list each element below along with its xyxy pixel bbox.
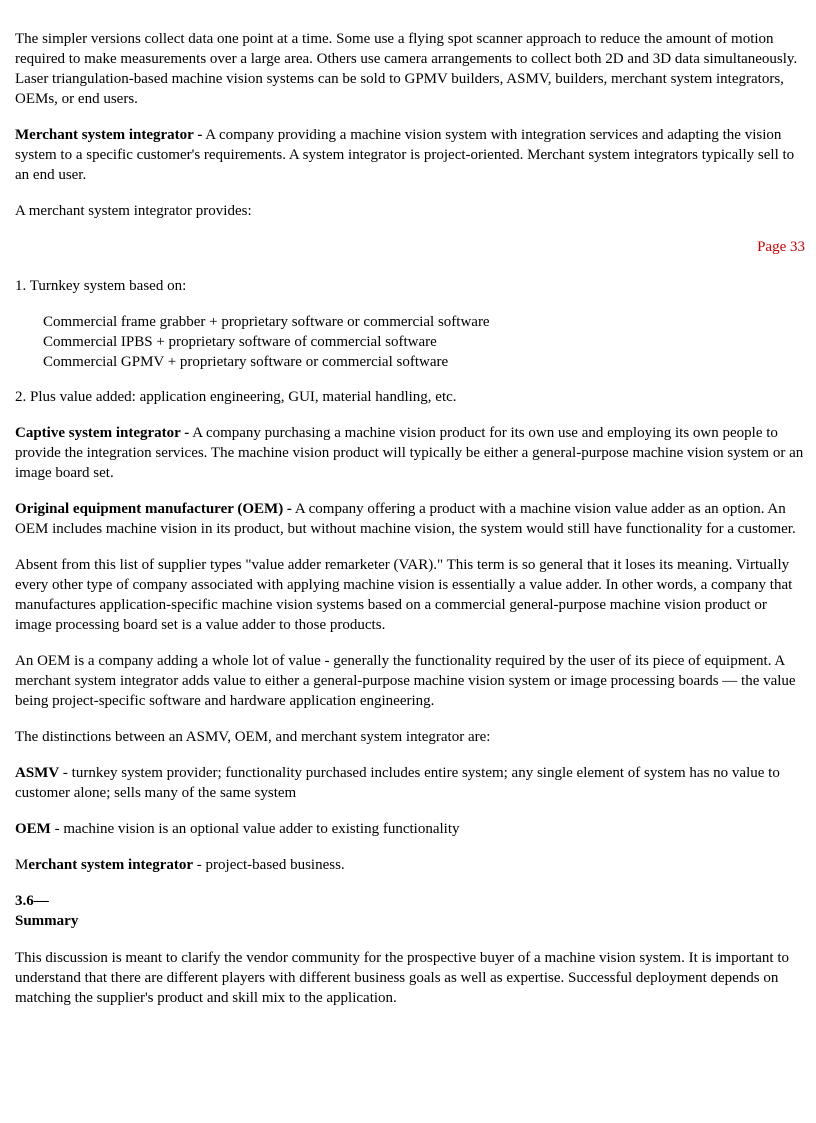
turnkey-heading: 1. Turnkey system based on:: [15, 278, 187, 294]
oem-value-paragraph: An OEM is a company adding a whole lot of value - generally the functionality required by the user of its piece of equipment. A merchant system integrator adds value to either a general-purpose machine vision system or image processing boards — the value being project-specific software and hardware application engineering.: [15, 653, 796, 709]
distinction-term: erchant system integrator: [28, 857, 194, 873]
summary-paragraph: This discussion is meant to clarify the vendor community for the prospective buyer of a machine vision system. It is important to understand that there are different players with different business goals as well as expertise. Successful deployment depends on matching the supplier's product and skill mix to the application.: [15, 950, 790, 1006]
definition-text: A company providing a machine vision system with integration services and adapting the vision system to a specific customer's requirements. A system integrator is project-oriented. Merchant system integrators typically sell to an end user.: [15, 127, 795, 183]
definition-term: Merchant system integrator -: [15, 127, 203, 143]
document-page: [15, 29, 805, 1024]
section-heading: [15, 891, 805, 931]
asmv-distinction: [15, 763, 805, 803]
distinction-term: OEM: [15, 821, 51, 837]
distinction-term: ASMV: [15, 765, 60, 781]
oem-definition: [15, 499, 805, 539]
definition-term: Captive system integrator -: [15, 425, 190, 441]
turnkey-list-item: Commercial IPBS + proprietary software of commercial software: [43, 334, 437, 350]
definition-text: A company offering a product with a machine vision value adder as an option. An OEM includes machine vision in its product, but without machine vision, the system would still have functionality for a customer.: [15, 501, 796, 537]
turnkey-list-item: Commercial GPMV + proprietary software or commercial software: [43, 354, 449, 370]
captive-system-integrator-definition: [15, 423, 805, 483]
provides-paragraph: A merchant system integrator provides:: [15, 203, 252, 219]
distinction-text: - turnkey system provider; functionality purchased includes entire system; any single element of system has no value to customer alone; sells many of the same system: [15, 765, 780, 801]
section-title: Summary: [15, 913, 79, 929]
value-added-paragraph: 2. Plus value added: application engineering, GUI, material handling, etc.: [15, 389, 457, 405]
merchant-system-integrator-definition: [15, 125, 805, 185]
distinction-text: - machine vision is an optional value adder to existing functionality: [50, 821, 460, 837]
page-number-marker: Page 33: [757, 239, 805, 255]
definition-text: A company purchasing a machine vision product for its own use and employing its own people to provide the integration services. The machine vision product will typically be either a general-purpose machine vision system or an image board set.: [15, 425, 804, 481]
section-number: 3.6—: [15, 893, 49, 909]
var-paragraph: Absent from this list of supplier types "value adder remarketer (VAR)." This term is so general that it loses its meaning. Virtually every other type of company associated with applying machine vision is essentially a value adder. In other words, a company that manufactures application-specific machine vision systems based on a commercial general-purpose machine vision product or image processing board set is a value adder to those products.: [15, 557, 793, 633]
oem-distinction: [15, 819, 805, 839]
merchant-distinction: [15, 855, 805, 875]
distinction-term-initial: M: [15, 857, 29, 873]
distinction-text: - project-based business.: [193, 857, 345, 873]
distinctions-paragraph: The distinctions between an ASMV, OEM, and merchant system integrator are:: [15, 729, 491, 745]
turnkey-list: [43, 312, 805, 372]
definition-term: Original equipment manufacturer (OEM) -: [15, 501, 292, 517]
intro-paragraph: The simpler versions collect data one point at a time. Some use a flying spot scanner approach to reduce the amount of motion required to make measurements over a large area. Others use camera arrangements to collect both 2D and 3D data simultaneously. Laser triangulation-based machine vision systems can be sold to GPMV builders, ASMV, builders, merchant system integrators, OEMs, or end users.: [15, 31, 798, 107]
turnkey-list-item: Commercial frame grabber + proprietary software or commercial software: [43, 314, 490, 330]
